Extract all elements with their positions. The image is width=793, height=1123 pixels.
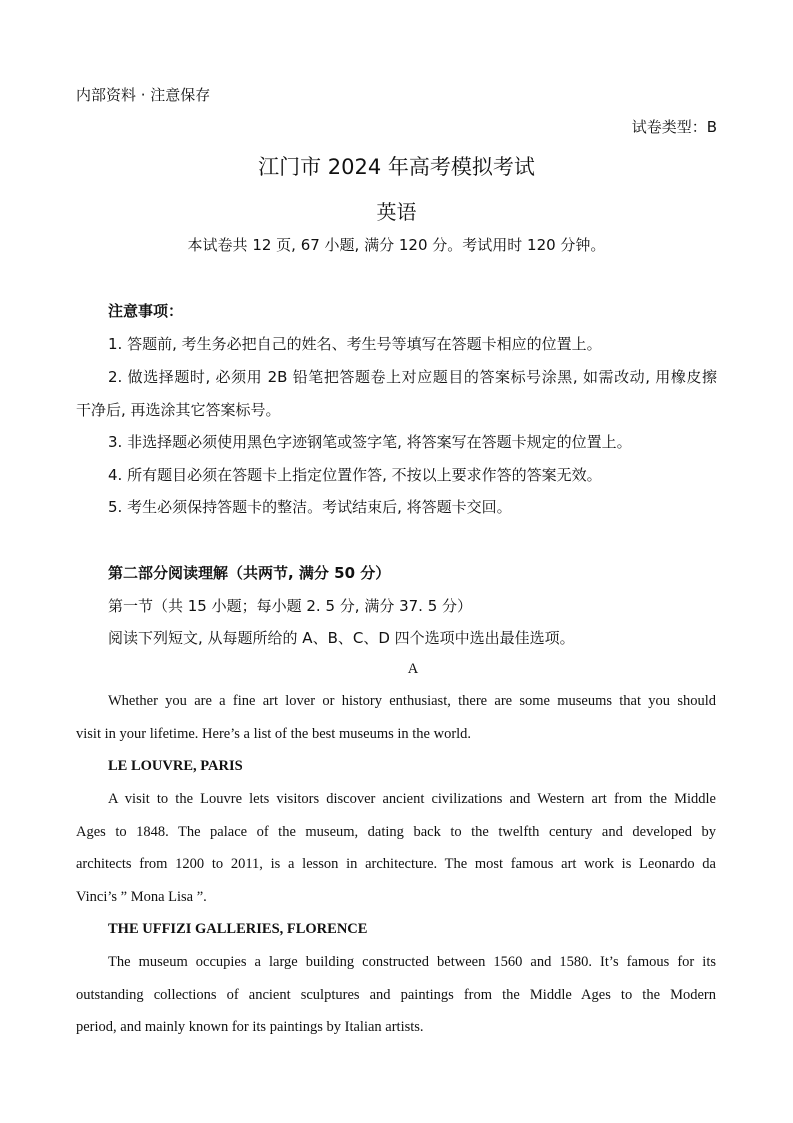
part2-heading: 第二部分阅读理解（共两节, 满分 50 分） [108, 564, 391, 582]
uffizi-line-3: period, and mainly known for its paintings by Italian artists. [76, 1019, 424, 1035]
louvre-line-1: A visit to the Louvre lets visitors discover ancient civilizations and Western art from the Middle [108, 791, 716, 807]
exam-subject: 英语 [376, 200, 417, 224]
note-item-4: 4. 所有题目必须在答题卡上指定位置作答, 不按以上要求作答的答案无效。 [108, 466, 602, 484]
louvre-line-4: Vinci’s ” Mona Lisa ”. [76, 889, 207, 905]
notes-heading: 注意事项： [108, 302, 184, 320]
exam-title: 江门市 2024 年高考模拟考试 [258, 155, 535, 179]
louvre-line-3: architects from 1200 to 2011, is a lesson in architecture. The most famous art work is Leonardo da [76, 856, 716, 872]
confidential-label: 内部资料 · 注意保存 [76, 86, 211, 104]
section1-heading: 第一节（共 15 小题；每小题 2. 5 分, 满分 37. 5 分） [108, 597, 473, 615]
note-item-2-continued: 干净后, 再选涂其它答案标号。 [76, 401, 281, 419]
note-item-1: 1. 答题前, 考生务必把自己的姓名、考生号等填写在答题卡相应的位置上。 [108, 335, 602, 353]
louvre-line-2: Ages to 1848. The palace of the museum, dating back to the twelfth century and developed by [76, 824, 716, 840]
note-item-2: 2. 做选择题时, 必须用 2B 铅笔把答题卷上对应题目的答案标号涂黑, 如需改动, 用橡皮擦 [108, 368, 717, 386]
louvre-heading: LE LOUVRE, PARIS [108, 758, 243, 774]
paper-type-label: 试卷类型：B [631, 118, 717, 136]
passage-intro-line-2: visit in your lifetime. Here’s a list of the best museums in the world. [76, 726, 472, 742]
reading-instruction: 阅读下列短文, 从每题所给的 A、B、C、D 四个选项中选出最佳选项。 [108, 629, 575, 647]
passage-intro-line-1: Whether you are a fine art lover or history enthusiast, there are some museums that you should [108, 693, 716, 709]
exam-info: 本试卷共 12 页, 67 小题, 满分 120 分。考试用时 120 分钟。 [187, 236, 606, 254]
uffizi-line-1: The museum occupies a large building constructed between 1560 and 1580. It’s famous for its [108, 954, 716, 970]
uffizi-heading: THE UFFIZI GALLERIES, FLORENCE [108, 921, 368, 937]
passage-label: A [407, 661, 419, 677]
note-item-3: 3. 非选择题必须使用黑色字迹钢笔或签字笔, 将答案写在答题卡规定的位置上。 [108, 433, 632, 451]
uffizi-line-2: outstanding collections of ancient sculptures and paintings from the Middle Ages to the Modern [76, 987, 716, 1003]
note-item-5: 5. 考生必须保持答题卡的整洁。考试结束后, 将答题卡交回。 [108, 498, 512, 516]
